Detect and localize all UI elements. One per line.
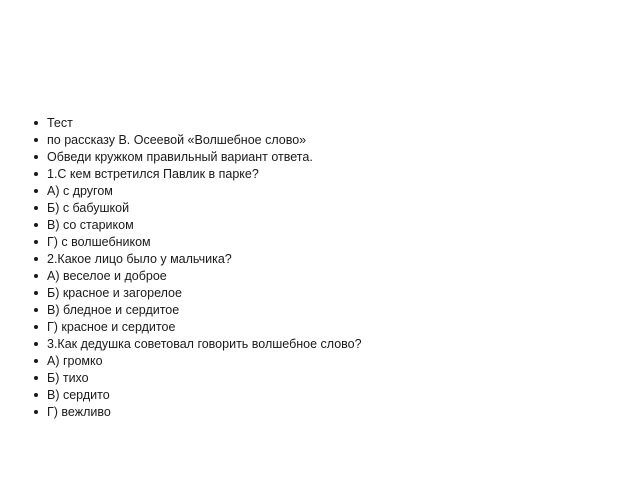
list-item-answer bbox=[34, 216, 362, 233]
line-text: А) с другом bbox=[47, 183, 113, 198]
list-item-answer bbox=[34, 369, 362, 386]
list-item-answer bbox=[34, 199, 362, 216]
bullet-icon bbox=[34, 121, 38, 125]
list-item-answer bbox=[34, 182, 362, 199]
line-text: Тест bbox=[47, 115, 73, 130]
list-item-instruction bbox=[34, 148, 362, 165]
bullet-icon bbox=[34, 189, 38, 193]
bullet-icon bbox=[34, 325, 38, 329]
list-item-answer bbox=[34, 233, 362, 250]
list-item-answer bbox=[34, 284, 362, 301]
list-item-answer bbox=[34, 301, 362, 318]
bullet-icon bbox=[34, 291, 38, 295]
list-item-question-2 bbox=[34, 250, 362, 267]
bullet-icon bbox=[34, 393, 38, 397]
bullet-icon bbox=[34, 274, 38, 278]
line-text: А) веселое и доброе bbox=[47, 268, 167, 283]
line-text: Б) с бабушкой bbox=[47, 200, 130, 215]
test-bullet-list bbox=[34, 114, 362, 420]
bullet-icon bbox=[34, 376, 38, 380]
list-item-answer bbox=[34, 318, 362, 335]
list-item-answer bbox=[34, 352, 362, 369]
list-item-answer bbox=[34, 267, 362, 284]
bullet-icon bbox=[34, 206, 38, 210]
list-item-answer bbox=[34, 403, 362, 420]
line-text: Г) с волшебником bbox=[47, 234, 151, 249]
line-text: по рассказу В. Осеевой «Волшебное слово» bbox=[47, 132, 307, 147]
list-item-answer bbox=[34, 386, 362, 403]
line-text: Обведи кружком правильный вариант ответа. bbox=[47, 149, 313, 164]
line-text: 1.С кем встретился Павлик в парке? bbox=[47, 166, 259, 181]
list-item-question-1 bbox=[34, 165, 362, 182]
line-text: Б) тихо bbox=[47, 370, 89, 385]
line-text: Г) вежливо bbox=[47, 404, 111, 419]
list-item-question-3 bbox=[34, 335, 362, 352]
bullet-icon bbox=[34, 223, 38, 227]
line-text: В) бледное и сердитое bbox=[47, 302, 180, 317]
bullet-icon bbox=[34, 257, 38, 261]
line-text: 3.Как дедушка советовал говорить волшебное слово? bbox=[47, 336, 362, 351]
bullet-icon bbox=[34, 240, 38, 244]
line-text: 2.Какое лицо было у мальчика? bbox=[47, 251, 232, 266]
bullet-icon bbox=[34, 410, 38, 414]
bullet-icon bbox=[34, 359, 38, 363]
line-text: В) со стариком bbox=[47, 217, 134, 232]
line-text: В) сердито bbox=[47, 387, 110, 402]
line-text: Г) красное и сердитое bbox=[47, 319, 176, 334]
list-item-subtitle bbox=[34, 131, 362, 148]
list-item-title bbox=[34, 114, 362, 131]
line-text: Б) красное и загорелое bbox=[47, 285, 182, 300]
line-text: А) громко bbox=[47, 353, 103, 368]
bullet-icon bbox=[34, 308, 38, 312]
bullet-icon bbox=[34, 342, 38, 346]
bullet-icon bbox=[34, 155, 38, 159]
bullet-icon bbox=[34, 138, 38, 142]
bullet-icon bbox=[34, 172, 38, 176]
